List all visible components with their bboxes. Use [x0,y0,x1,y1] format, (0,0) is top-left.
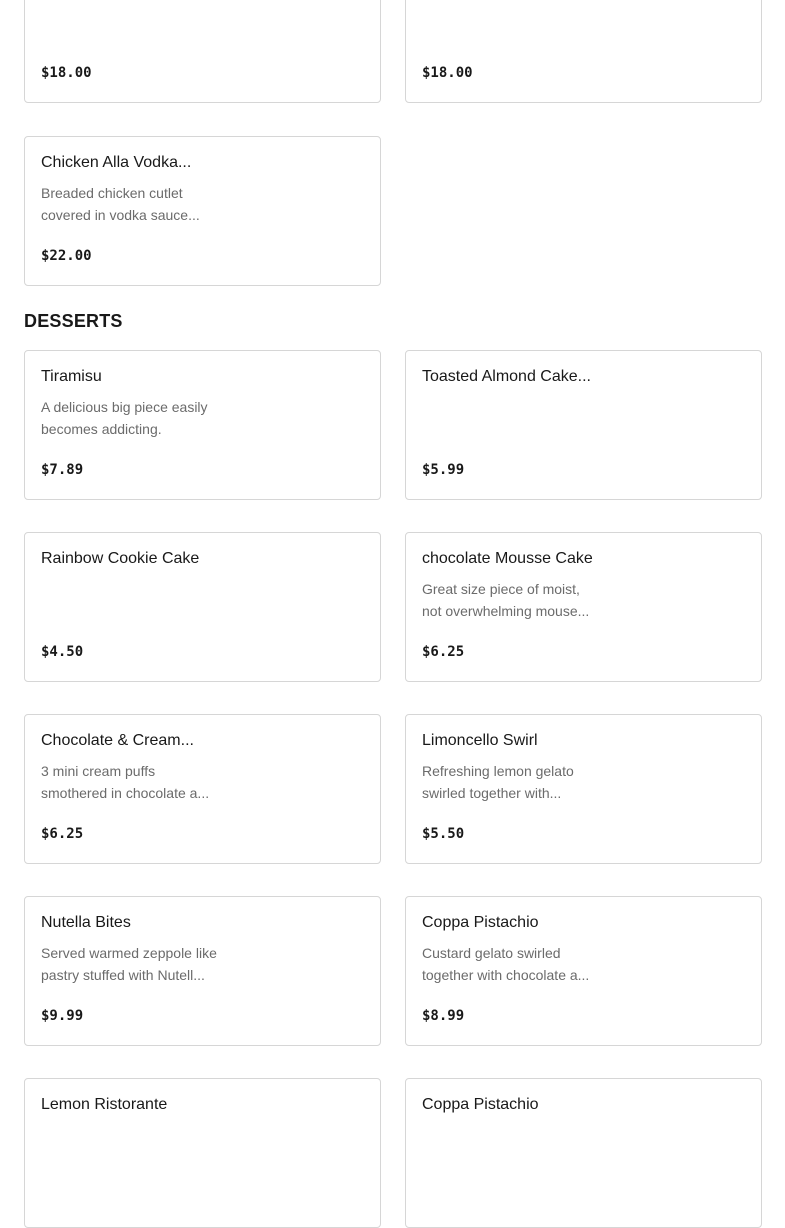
item-price: $6.25 [41,826,84,842]
item-title: chocolate Mousse Cake [422,550,593,567]
item-description: Served warmed zeppole like pastry stuffed with Nutell... [41,945,217,983]
item-price: $18.00 [422,65,473,81]
menu-item-card[interactable] [405,350,762,500]
item-description: Breaded chicken cutlet covered in vodka sauce... [41,185,200,223]
item-price: $5.50 [422,826,465,842]
item-price: $5.99 [422,462,465,478]
item-title: Toasted Almond Cake... [422,368,591,385]
item-title: Limoncello Swirl [422,732,538,749]
item-title: Coppa Pistachio [422,1096,539,1113]
item-description: 3 mini cream puffs smothered in chocolate a... [41,763,210,801]
menu-item-card[interactable] [405,1078,762,1228]
item-price: $4.50 [41,644,84,660]
item-description: Great size piece of moist, not overwhelming mouse... [422,581,590,619]
item-description: Custard gelato swirled together with chocolate a... [422,945,590,983]
menu-item-card[interactable] [24,896,381,1046]
item-price: $22.00 [41,248,92,264]
item-description: Refreshing lemon gelato swirled together with... [422,763,574,801]
item-price: $9.99 [41,1008,84,1024]
menu-item-card[interactable] [24,0,381,103]
menu-item-card[interactable] [24,532,381,682]
menu-item-card[interactable] [405,0,762,103]
menu-item-card[interactable] [24,1078,381,1228]
menu-item-card[interactable] [405,532,762,682]
menu-item-card[interactable] [24,714,381,864]
menu-item-card[interactable] [24,350,381,500]
item-description: A delicious big piece easily becomes addicting. [41,399,208,437]
item-title: Rainbow Cookie Cake [41,550,200,567]
item-title: Tiramisu [41,368,102,385]
item-price: $6.25 [422,644,465,660]
menu-item-card[interactable] [405,896,762,1046]
item-price: $7.89 [41,462,84,478]
item-title: Lemon Ristorante [41,1096,168,1113]
item-title: Coppa Pistachio [422,914,539,931]
menu-item-card[interactable] [405,714,762,864]
section-title-desserts: DESSERTS [24,311,123,331]
item-price: $18.00 [41,65,92,81]
item-price: $8.99 [422,1008,465,1024]
item-title: Chicken Alla Vodka... [41,154,192,171]
menu-item-card[interactable] [24,136,381,286]
item-title: Nutella Bites [41,914,131,931]
item-title: Chocolate & Cream... [41,732,194,749]
